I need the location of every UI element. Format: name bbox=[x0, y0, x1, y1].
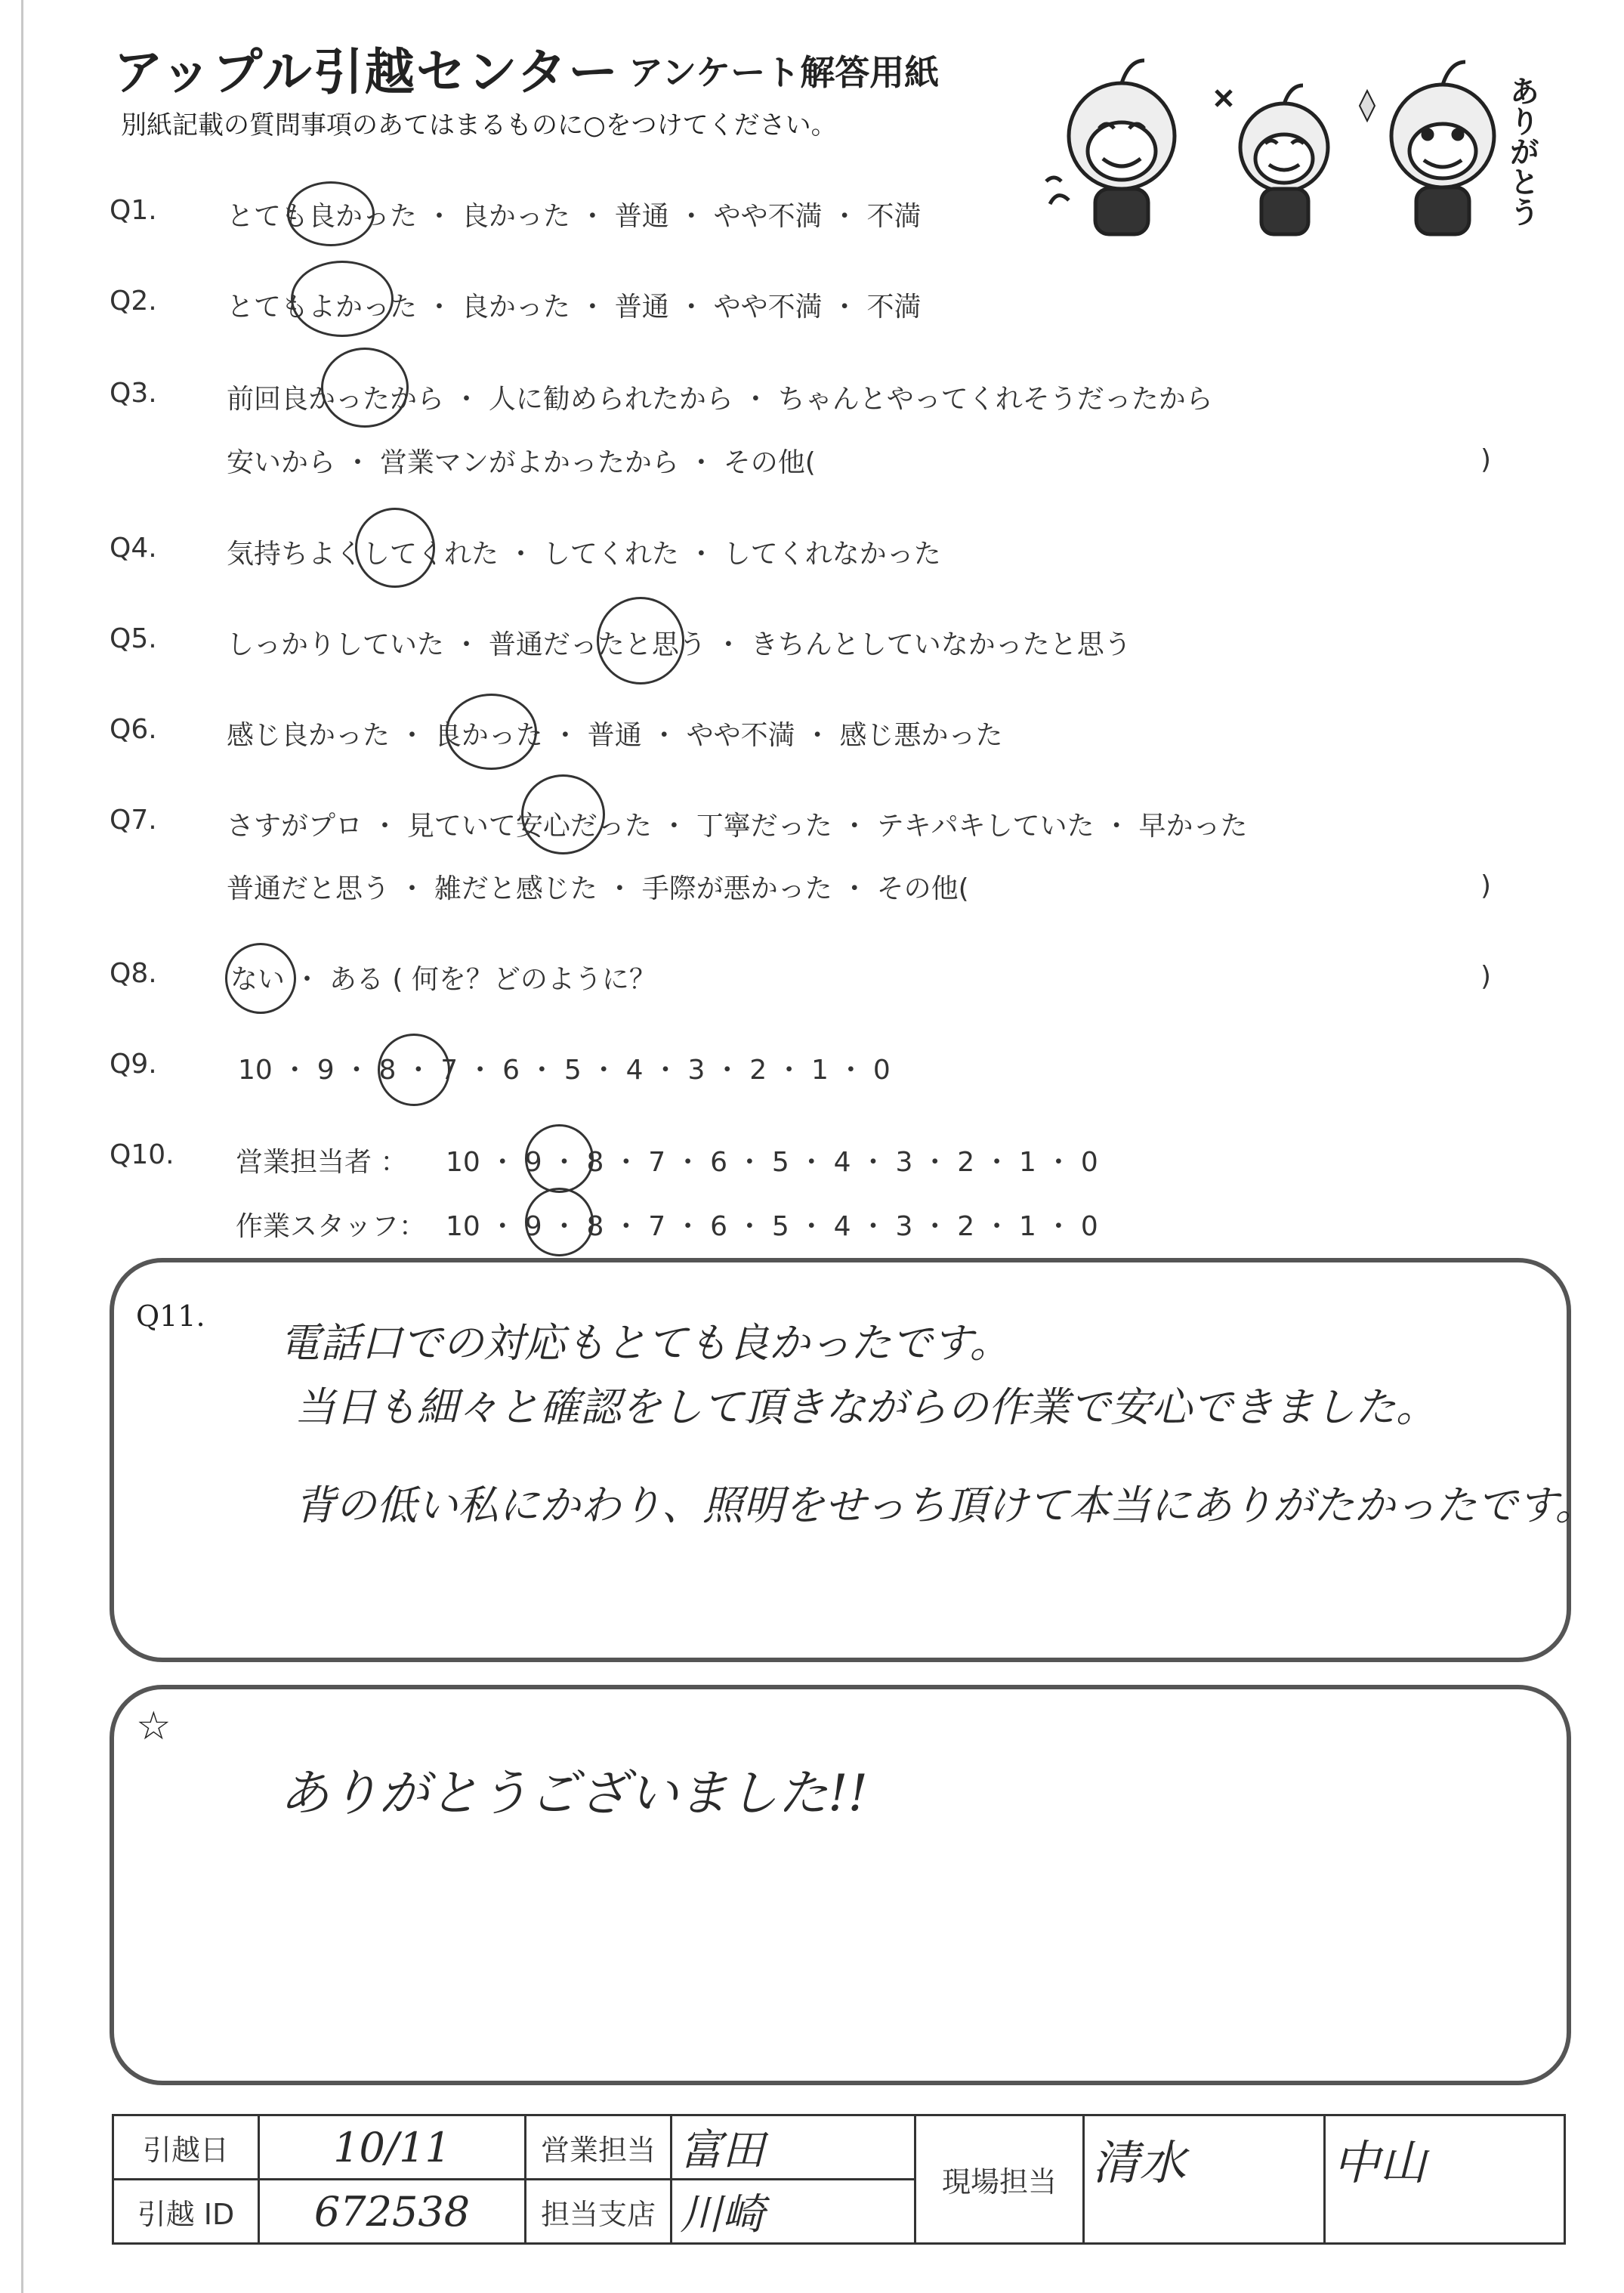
q10-staff-answer-circle bbox=[525, 1188, 594, 1256]
free-comment-text: ありがとうございました!! bbox=[279, 1764, 869, 1822]
sales-rep-label: 営業担当 bbox=[526, 2115, 672, 2180]
q1-options[interactable]: とても良かった ・ 良かった ・ 普通 ・ やや不満 ・ 不満 bbox=[227, 201, 922, 232]
q10-sales-label: 営業担当者 ： bbox=[236, 1147, 408, 1178]
branch-label: 担当支店 bbox=[526, 2180, 672, 2244]
q10-number: Q10. bbox=[110, 1139, 174, 1170]
move-date-value: 10/11 bbox=[259, 2115, 526, 2180]
q3-close-paren: ) bbox=[1480, 444, 1492, 475]
footer-info-table bbox=[112, 2114, 1566, 2245]
q8-options[interactable]: ない ・ ある ( 何を？どのように？ bbox=[230, 964, 656, 995]
q7-number: Q7. bbox=[110, 805, 157, 836]
q8-close-paren: ) bbox=[1480, 961, 1492, 992]
q10-staff-label: 作業スタッフ： bbox=[236, 1211, 427, 1242]
sales-rep-value: 富田 bbox=[672, 2115, 915, 2180]
site-staff-2: 中山 bbox=[1324, 2115, 1565, 2244]
form-title: アップル引越センター bbox=[113, 43, 620, 101]
q7-answer-circle bbox=[521, 774, 605, 854]
q5-number: Q5. bbox=[110, 623, 157, 654]
q1-number: Q1. bbox=[110, 195, 157, 226]
q9-answer-circle bbox=[378, 1034, 450, 1106]
q3-options-line2[interactable]: 安いから ・ 営業マンがよかったから ・ その他( bbox=[227, 447, 816, 478]
q2-answer-circle bbox=[291, 261, 394, 337]
q10-sales-scale[interactable]: 10 ・ 9 ・ 8 ・ 7 ・ 6 ・ 5 ・ 4 ・ 3 ・ 2 ・ 1 ・ 0 bbox=[446, 1147, 1098, 1178]
mascot-thanks-text: ありがとう bbox=[1505, 76, 1539, 227]
q2-options[interactable]: とてもよかった ・ 良かった ・ 普通 ・ やや不満 ・ 不満 bbox=[227, 292, 922, 323]
q1-answer-circle bbox=[287, 181, 375, 246]
q6-options[interactable]: 感じ良かった ・ 良かった ・ 普通 ・ やや不満 ・ 感じ悪かった bbox=[227, 720, 1003, 751]
free-comment-box[interactable] bbox=[110, 1685, 1571, 2085]
q5-answer-circle bbox=[597, 597, 684, 685]
q10-staff-scale[interactable]: 10 ・ 9 ・ 8 ・ 7 ・ 6 ・ 5 ・ 4 ・ 3 ・ 2 ・ 1 ・ 0 bbox=[446, 1211, 1098, 1242]
star-icon: ☆ bbox=[136, 1704, 171, 1749]
page-edge-line bbox=[21, 0, 23, 2293]
q11-line-2: 当日も細々と確認をして頂きながらの作業で安心できました。 bbox=[295, 1383, 1437, 1431]
move-date-label: 引越日 bbox=[113, 2115, 259, 2180]
q3-number: Q3. bbox=[110, 378, 157, 409]
q11-line-3: 背の低い私にかわり、照明をせっち頂けて本当にありがたかったです。 bbox=[295, 1482, 1596, 1529]
q2-number: Q2. bbox=[110, 286, 157, 317]
q6-answer-circle bbox=[446, 694, 537, 770]
mascot-monkeys-illustration bbox=[1035, 45, 1548, 249]
q9-number: Q9. bbox=[110, 1049, 157, 1080]
q8-answer-circle bbox=[225, 943, 296, 1014]
q3-options-line1[interactable]: 前回良かったから ・ 人に勧められたから ・ ちゃんとやってくれそうだったから bbox=[227, 384, 1213, 415]
site-staff-label: 現場担当 bbox=[915, 2115, 1084, 2244]
branch-value: 川崎 bbox=[672, 2180, 915, 2244]
form-subtitle: アンケート解答用紙 bbox=[628, 52, 940, 93]
q4-number: Q4. bbox=[110, 533, 157, 564]
form-instruction: 別紙記載の質問事項のあてはまるものに○をつけてください。 bbox=[121, 110, 837, 141]
move-id-label: 引越 ID bbox=[113, 2180, 259, 2244]
q7-options-line1[interactable]: さすがプロ ・ 見ていて安心だった ・ 丁寧だった ・ テキパキしていた ・ 早かった bbox=[227, 811, 1248, 842]
q11-label: Q11. bbox=[136, 1299, 205, 1333]
q6-number: Q6. bbox=[110, 714, 157, 745]
q4-answer-circle bbox=[355, 508, 435, 588]
move-id-value: 672538 bbox=[259, 2180, 526, 2244]
q7-close-paren: ) bbox=[1480, 870, 1492, 901]
q4-options[interactable]: 気持ちよくしてくれた ・ してくれた ・ してくれなかった bbox=[227, 539, 941, 570]
q11-line-1: 電話口での対応もとても良かったです。 bbox=[279, 1319, 1011, 1367]
q7-options-line2[interactable]: 普通だと思う ・ 雑だと感じた ・ 手際が悪かった ・ その他( bbox=[227, 873, 969, 904]
q5-options[interactable]: しっかりしていた ・ 普通だったと思う ・ きちんとしていなかったと思う bbox=[227, 629, 1132, 660]
q3-answer-circle bbox=[321, 348, 409, 428]
q9-scale[interactable]: 10 ・ 9 ・ 8 ・ 7 ・ 6 ・ 5 ・ 4 ・ 3 ・ 2 ・ 1 ・ 0 bbox=[238, 1055, 891, 1086]
q8-number: Q8. bbox=[110, 958, 157, 989]
q10-sales-answer-circle bbox=[525, 1124, 594, 1193]
site-staff-1: 清水 bbox=[1084, 2115, 1325, 2244]
